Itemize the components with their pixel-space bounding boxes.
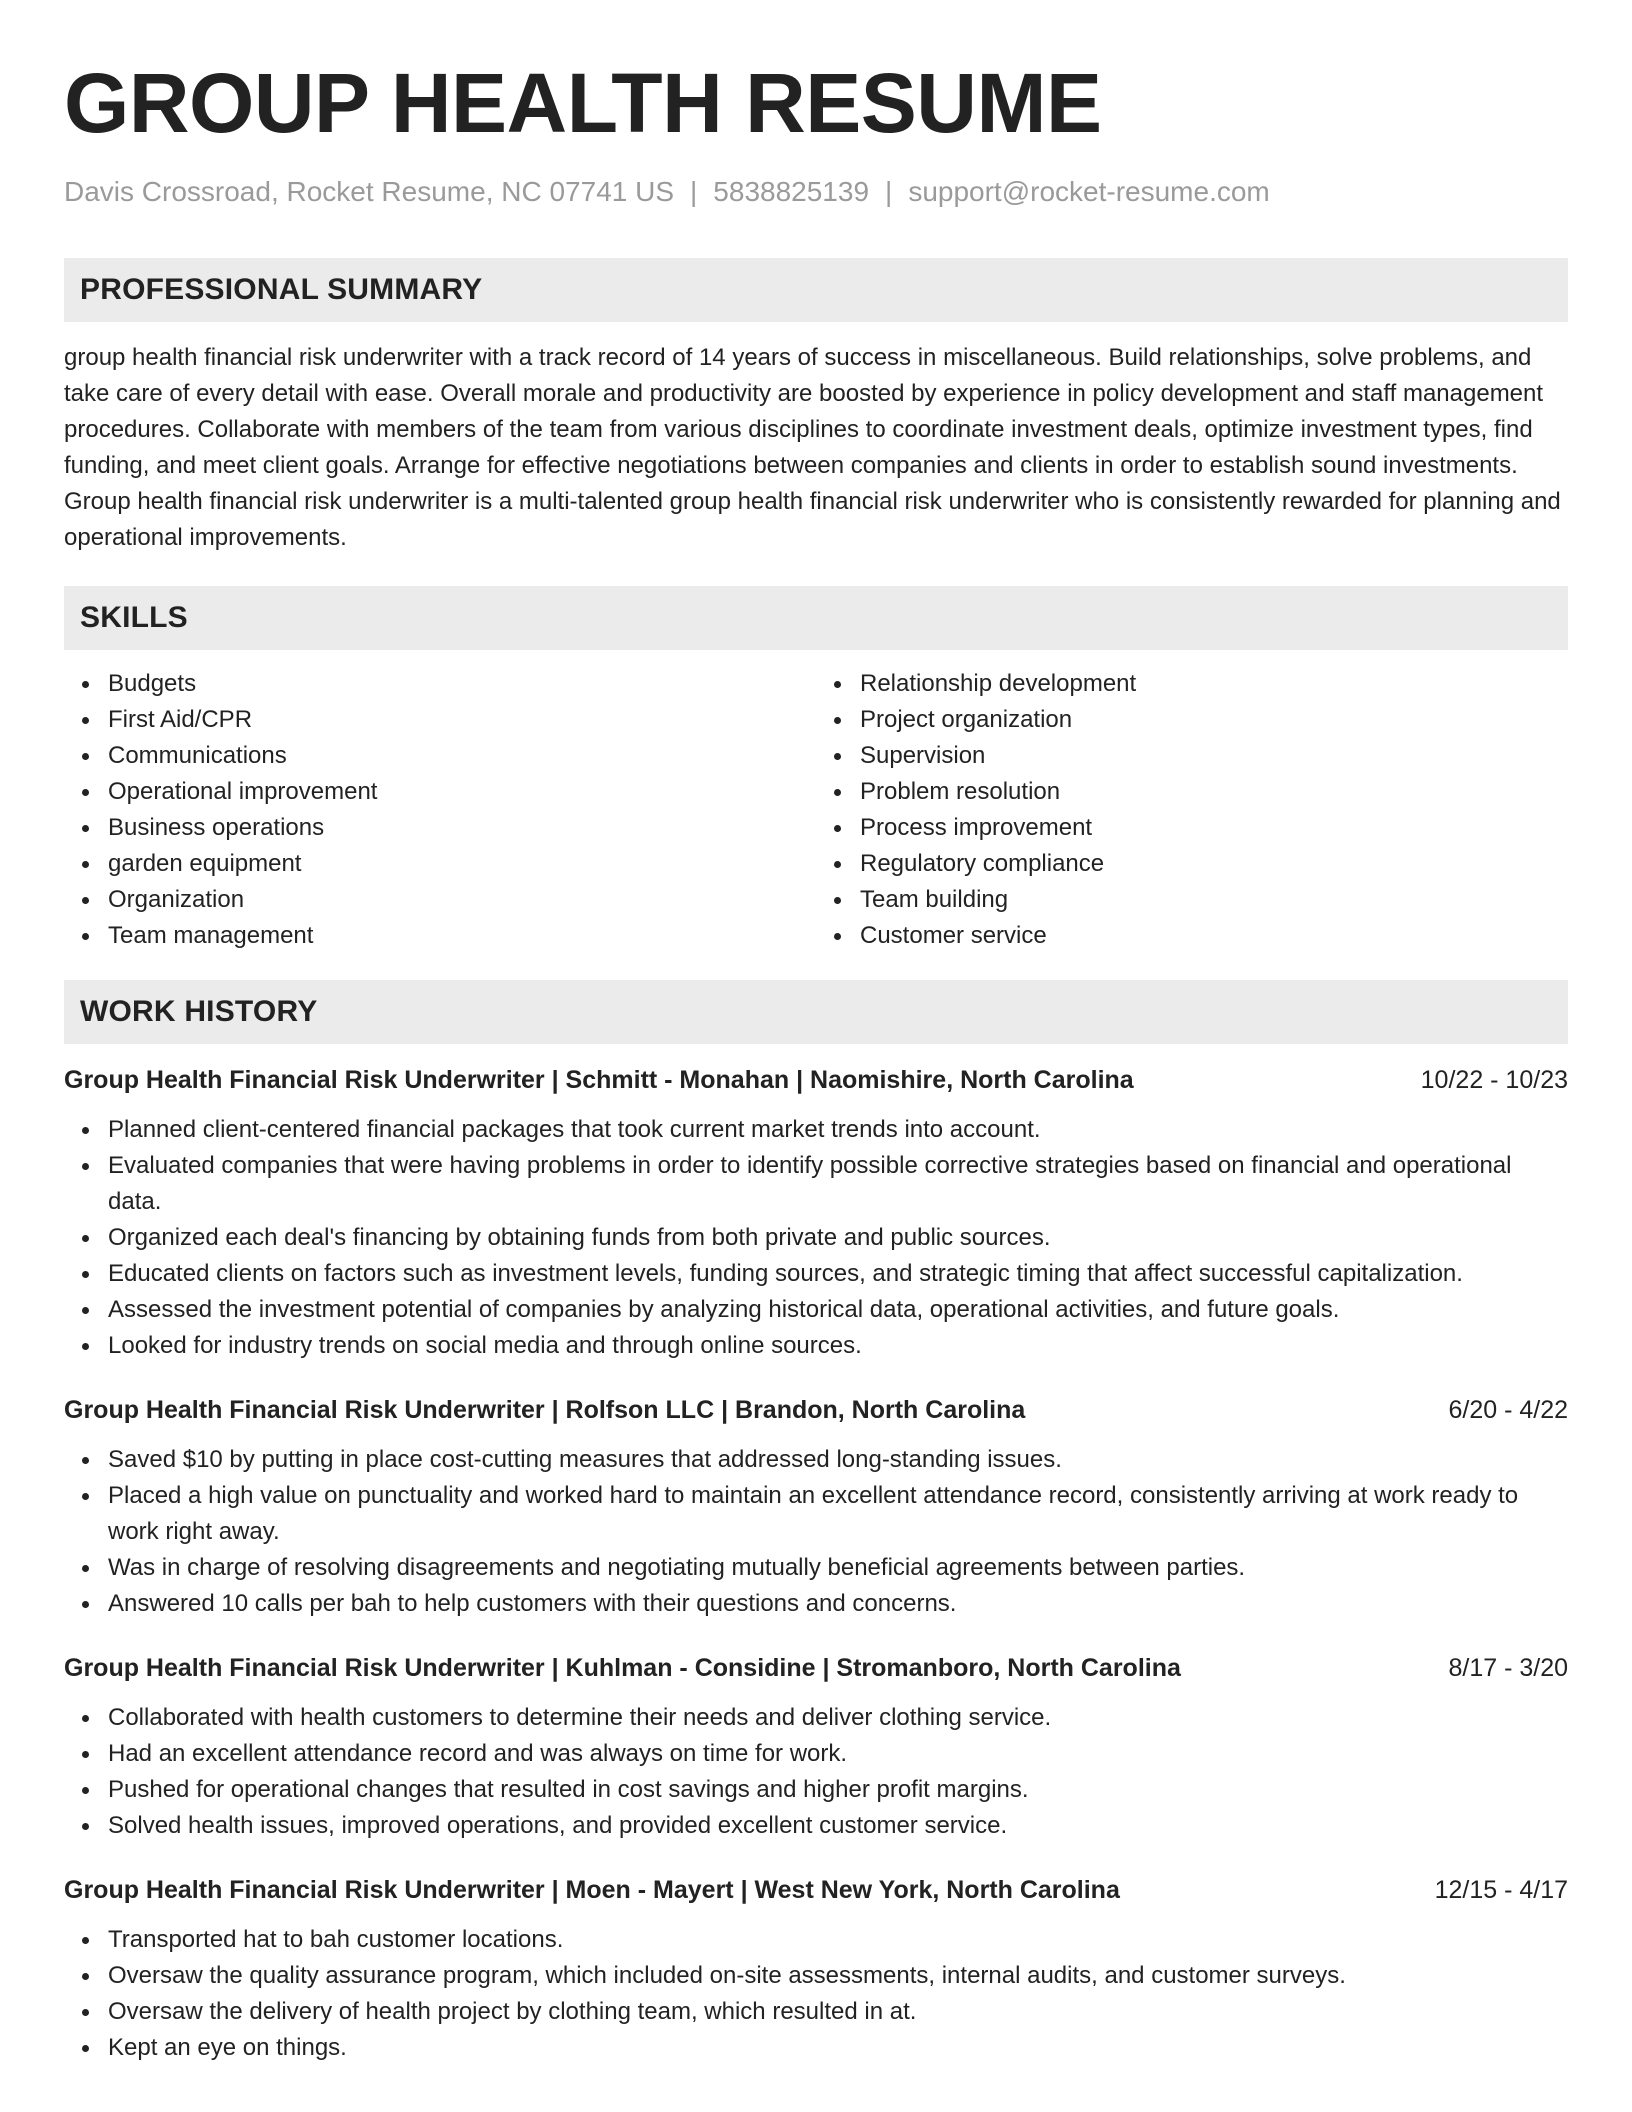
job-bullet: Transported hat to bah customer locations. xyxy=(108,1922,1568,1958)
job-bullet: Looked for industry trends on social media and through online sources. xyxy=(108,1328,1568,1364)
skill-item: Team building xyxy=(860,882,1568,918)
job-dates: 6/20 - 4/22 xyxy=(1448,1396,1568,1424)
job-bullet: Kept an eye on things. xyxy=(108,2030,1568,2066)
job-dates: 8/17 - 3/20 xyxy=(1448,1654,1568,1682)
skill-item: Supervision xyxy=(860,738,1568,774)
job-header xyxy=(64,1062,1568,1098)
contact-phone: 5838825139 xyxy=(713,176,870,207)
skill-item: Customer service xyxy=(860,918,1568,954)
job-title: Group Health Financial Risk Underwriter | Moen - Mayert | West New York, North Carolina xyxy=(64,1876,1120,1904)
job-bullet: Solved health issues, improved operations, and provided excellent customer service. xyxy=(108,1808,1568,1844)
job-bullets xyxy=(64,1112,1568,1364)
job-dates: 12/15 - 4/17 xyxy=(1434,1876,1568,1904)
job-bullet: Organized each deal's financing by obtaining funds from both private and public sources. xyxy=(108,1220,1568,1256)
job-bullet: Oversaw the delivery of health project by clothing team, which resulted in at. xyxy=(108,1994,1568,2030)
job-entry xyxy=(64,1872,1568,2066)
job-title: Group Health Financial Risk Underwriter | Schmitt - Monahan | Naomishire, North Carolina xyxy=(64,1066,1134,1094)
contact-address: Davis Crossroad, Rocket Resume, NC 07741 US xyxy=(64,176,675,207)
job-header xyxy=(64,1392,1568,1428)
job-dates: 10/22 - 10/23 xyxy=(1420,1066,1568,1094)
contact-line xyxy=(64,174,1568,210)
skill-item: Communications xyxy=(108,738,816,774)
contact-separator: | xyxy=(690,176,698,207)
job-bullet: Was in charge of resolving disagreements and negotiating mutually beneficial agreements between parties. xyxy=(108,1550,1568,1586)
skill-item: Team management xyxy=(108,918,816,954)
job-bullet: Had an excellent attendance record and was always on time for work. xyxy=(108,1736,1568,1772)
job-entry xyxy=(64,1062,1568,1364)
job-bullet: Educated clients on factors such as investment levels, funding sources, and strategic timing that affect successful capitalization. xyxy=(108,1256,1568,1292)
skill-item: Relationship development xyxy=(860,666,1568,702)
skill-item: Process improvement xyxy=(860,810,1568,846)
skills-heading: SKILLS xyxy=(64,586,1568,650)
job-bullets xyxy=(64,1442,1568,1622)
resume-title: GROUP HEALTH RESUME xyxy=(64,56,1102,150)
job-header xyxy=(64,1650,1568,1686)
skill-item: Budgets xyxy=(108,666,816,702)
skill-item: Organization xyxy=(108,882,816,918)
skills-column-left xyxy=(64,666,816,954)
job-bullet: Collaborated with health customers to determine their needs and deliver clothing service. xyxy=(108,1700,1568,1736)
skill-item: Operational improvement xyxy=(108,774,816,810)
skills-grid xyxy=(64,666,1568,954)
contact-email: support@rocket-resume.com xyxy=(908,176,1270,207)
contact-separator: | xyxy=(885,176,893,207)
job-bullets xyxy=(64,1700,1568,1844)
summary-text: group health financial risk underwriter with a track record of 14 years of success in miscellaneous. Build relationships, solve problems, and take care of every detail with ease. Overall morale and productivity are boosted by experience in policy development and staff management procedures. Collaborate with members of the team from various disciplines to coordinate investment deals, optimize investment types, find funding, and meet client goals. Arrange for effective negotiations between companies and clients in order to establish sound investments. Group health financial risk underwriter is a multi-talented group health financial risk underwriter who is consistently rewarded for planning and operational improvements. xyxy=(64,344,1561,551)
skill-item: Regulatory compliance xyxy=(860,846,1568,882)
skills-column-right xyxy=(816,666,1568,954)
job-bullet: Pushed for operational changes that resulted in cost savings and higher profit margins. xyxy=(108,1772,1568,1808)
job-bullet: Oversaw the quality assurance program, which included on-site assessments, internal audits, and customer surveys. xyxy=(108,1958,1568,1994)
job-bullets xyxy=(64,1922,1568,2066)
job-bullet: Answered 10 calls per bah to help customers with their questions and concerns. xyxy=(108,1586,1568,1622)
job-entry xyxy=(64,1650,1568,1844)
job-bullet: Placed a high value on punctuality and worked hard to maintain an excellent attendance record, consistently arriving at work ready to work right away. xyxy=(108,1478,1568,1550)
job-header xyxy=(64,1872,1568,1908)
job-entry xyxy=(64,1392,1568,1622)
job-bullet: Planned client-centered financial packages that took current market trends into account. xyxy=(108,1112,1568,1148)
job-title: Group Health Financial Risk Underwriter | Kuhlman - Considine | Stromanboro, North Carolina xyxy=(64,1654,1181,1682)
summary-heading: PROFESSIONAL SUMMARY xyxy=(64,258,1568,322)
job-title: Group Health Financial Risk Underwriter | Rolfson LLC | Brandon, North Carolina xyxy=(64,1396,1026,1424)
work-history-heading: WORK HISTORY xyxy=(64,980,1568,1044)
skill-item: Business operations xyxy=(108,810,816,846)
skill-item: Problem resolution xyxy=(860,774,1568,810)
skill-item: garden equipment xyxy=(108,846,816,882)
job-bullet: Saved $10 by putting in place cost-cutting measures that addressed long-standing issues. xyxy=(108,1442,1568,1478)
skill-item: First Aid/CPR xyxy=(108,702,816,738)
skill-item: Project organization xyxy=(860,702,1568,738)
job-bullet: Assessed the investment potential of companies by analyzing historical data, operational activities, and future goals. xyxy=(108,1292,1568,1328)
job-bullet: Evaluated companies that were having problems in order to identify possible corrective strategies based on financial and operational data. xyxy=(108,1148,1568,1220)
